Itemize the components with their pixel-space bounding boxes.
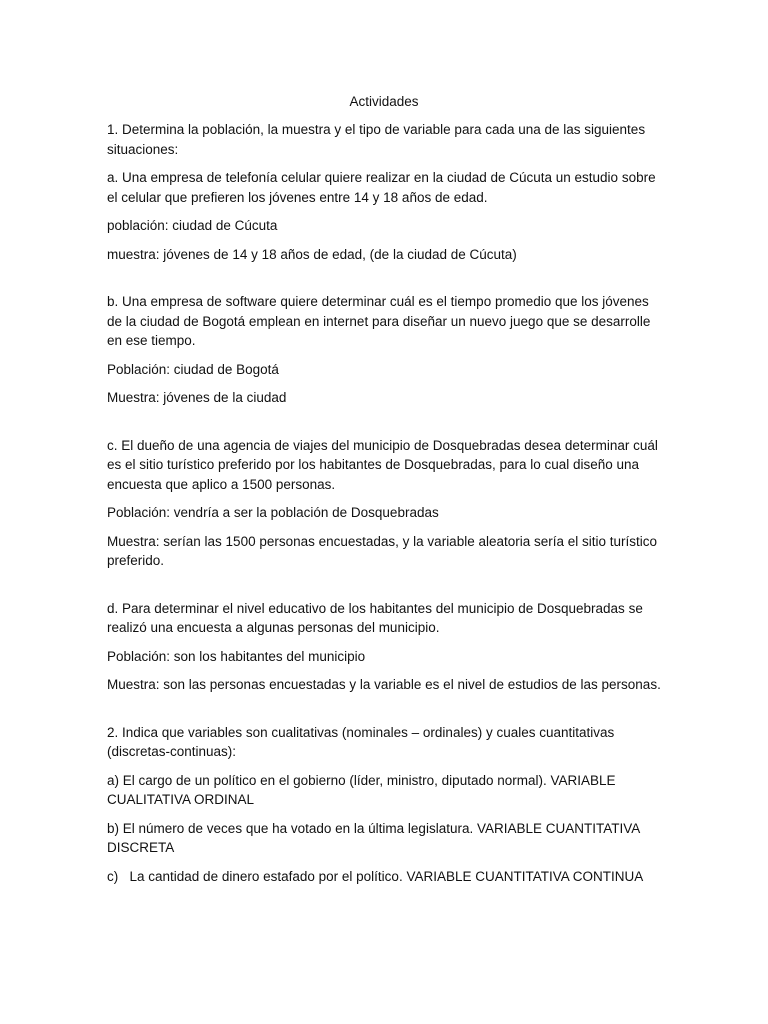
item-c-poblacion: Población: vendría a ser la población de Dosquebradas [107,505,439,520]
item-d-poblacion: Población: son los habitantes del municipio [107,648,366,664]
item-c-statement: c. El dueño de una agencia de viajes del municipio de Dosquebradas desea determinar cuál es el sitio turístico preferido por los habitantes de Dosquebradas, para lo cual diseño una encuesta que aplico a 1500 personas. [107,437,658,492]
page-title: Actividades [349,94,419,109]
item-d-statement: d. Para determinar el nivel educativo de los habitantes del municipio de Dosquebradas se realizó una encuesta a algunas personas del municipio. [107,600,643,635]
item-a-statement: a. Una empresa de telefonía celular quiere realizar en la ciudad de Cúcuta un estudio sobre el celular que prefieren los jóvenes entre 14 y 18 años de edad. [107,170,656,205]
item-a-poblacion: población: ciudad de Cúcuta [107,218,278,233]
item-b-statement: b. Una empresa de software quiere determinar cuál es el tiempo promedio que los jóvenes de la ciudad de Bogotá emplean en internet para diseñar un nuevo juego que se desarrolle en ese tiempo. [107,294,651,348]
question-2-intro: 2. Indica que variables son cualitativas (nominales – ordinales) y cuales cuantitativas (discretas-continuas): [107,724,615,759]
item-b-poblacion: Población: ciudad de Bogotá [107,361,279,377]
question-2-item-c: c) La cantidad de dinero estafado por el político. VARIABLE CUANTITATIVA CONTINUA [107,868,644,884]
question-2-item-b: b) El número de veces que ha votado en la última legislatura. VARIABLE CUANTITATIVA DISCRETA [107,820,640,855]
item-c-muestra: Muestra: serían las 1500 personas encuestadas, y la variable aleatoria sería el sitio turístico preferido. [107,533,658,568]
item-b-muestra: Muestra: jóvenes de la ciudad [107,390,287,405]
item-a-muestra: muestra: jóvenes de 14 y 18 años de edad, (de la ciudad de Cúcuta) [107,246,517,262]
document-body [107,120,667,895]
question-1-intro: 1. Determina la población, la muestra y el tipo de variable para cada una de las siguientes situaciones: [107,122,646,157]
question-2-item-a: a) El cargo de un político en el gobierno (líder, ministro, diputado normal). VARIABLE CUALITATIVA ORDINAL [107,772,616,807]
item-d-muestra: Muestra: son las personas encuestadas y la variable es el nivel de estudios de las personas. [107,677,661,692]
